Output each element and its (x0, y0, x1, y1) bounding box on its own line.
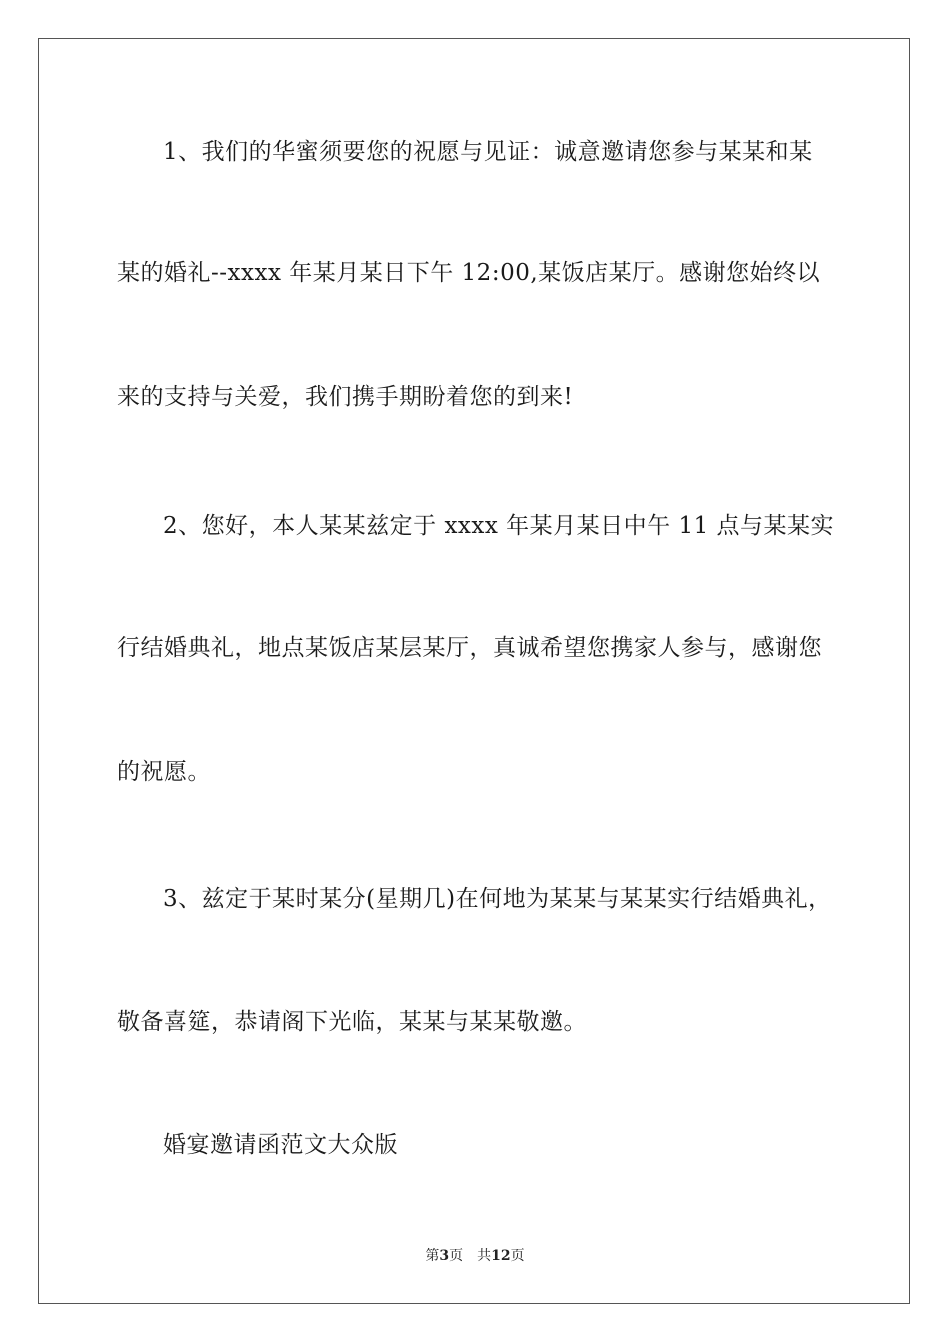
paragraph-1-line-3: 来的支持与关爱，我们携手期盼着您的到来! (117, 384, 574, 410)
page-border (38, 38, 910, 1304)
footer-total-pages: 12 (491, 1248, 511, 1264)
page-footer (0, 1246, 950, 1266)
footer-total-prefix: 共 (477, 1248, 492, 1264)
paragraph-3-line-1: 3、兹定于某时某分(星期几)在何地为某某与某某实行结婚典礼， (163, 886, 832, 912)
footer-total-suffix: 页 (510, 1248, 525, 1264)
paragraph-2-line-1: 2、您好，本人某某兹定于 xxxx 年某月某日中午 11 点与某某实 (163, 513, 835, 539)
footer-page-suffix: 页 (449, 1248, 464, 1264)
footer-current-page: 3 (439, 1248, 450, 1264)
paragraph-1-line-2: 某的婚礼--xxxx 年某月某日下午 12:00,某饭店某厅。感谢您始终以 (117, 260, 821, 286)
footer-page-prefix: 第 (425, 1248, 440, 1264)
paragraph-2-line-2: 行结婚典礼，地点某饭店某层某厅，真诚希望您携家人参与，感谢您 (117, 635, 822, 661)
paragraph-3-line-2: 敬备喜筵，恭请阁下光临，某某与某某敬邀。 (117, 1009, 587, 1035)
paragraph-1-line-1: 1、我们的华蜜须要您的祝愿与见证：诚意邀请您参与某某和某 (163, 139, 813, 165)
paragraph-2-line-3: 的祝愿。 (117, 759, 211, 785)
section-heading: 婚宴邀请函范文大众版 (163, 1132, 398, 1158)
